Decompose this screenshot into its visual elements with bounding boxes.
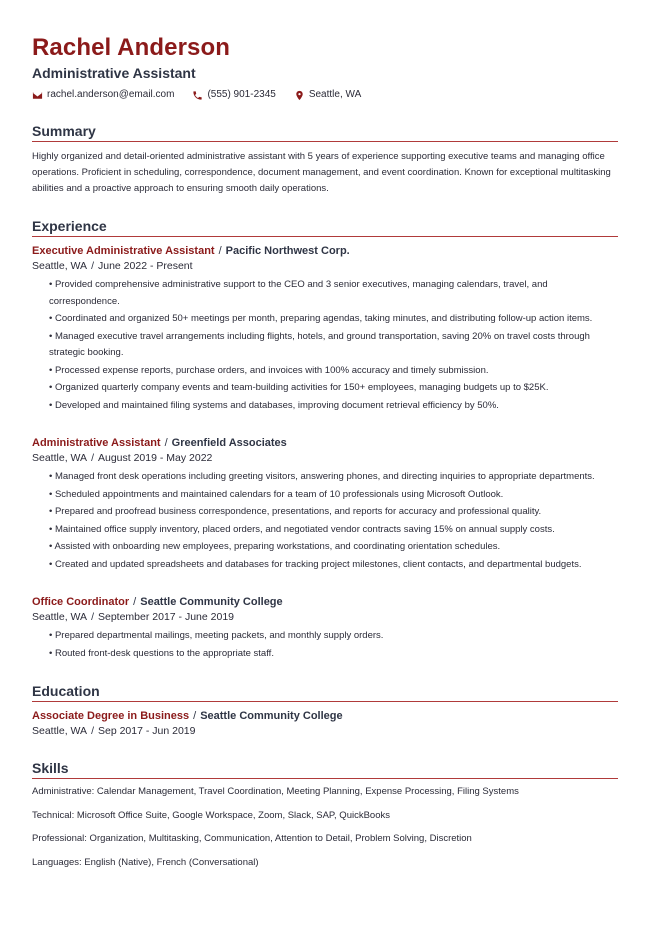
separator: / xyxy=(91,611,94,623)
job-bullet: • Managed executive travel arrangements including flights, hotels, and ground transportation, saving 20% on travel costs through strategic booking. xyxy=(49,329,618,362)
job-location: Seattle, WA xyxy=(32,260,88,272)
job-bullet: • Managed front desk operations including greeting visitors, answering phones, and directing inquiries to appropriate departments. xyxy=(49,469,618,486)
job-meta xyxy=(32,259,618,274)
job-location: Seattle, WA xyxy=(32,611,88,623)
experience-section xyxy=(32,217,618,662)
job-head xyxy=(32,244,618,259)
job-title: Executive Administrative Assistant xyxy=(32,245,215,257)
job-bullet: • Prepared departmental mailings, meeting packets, and monthly supply orders. xyxy=(49,628,618,645)
education-dates: Sep 2017 - Jun 2019 xyxy=(97,725,196,737)
job-title: Office Coordinator xyxy=(32,596,130,608)
job-dates: June 2022 - Present xyxy=(97,260,193,272)
job-bullet: • Assisted with onboarding new employees, preparing workstations, and coordinating orientation schedules. xyxy=(49,539,618,556)
job-title: Administrative Assistant xyxy=(32,437,161,449)
job-meta xyxy=(32,451,618,466)
job-meta xyxy=(32,610,618,625)
resume-header xyxy=(32,34,618,102)
location-text: Seattle, WA xyxy=(308,89,362,100)
education-entry xyxy=(32,709,618,739)
job-bullet: • Provided comprehensive administrative support to the CEO and 3 senior executives, managing calendars, travel, and correspondence. xyxy=(49,277,618,310)
job-bullet: • Scheduled appointments and maintained calendars for a team of 10 professionals using Microsoft Outlook. xyxy=(49,487,618,504)
separator: / xyxy=(91,452,94,464)
map-pin-icon xyxy=(294,90,305,101)
skills-list xyxy=(32,785,618,870)
skills-line: Technical: Microsoft Office Suite, Google Workspace, Zoom, Slack, SAP, QuickBooks xyxy=(32,809,390,821)
job-head xyxy=(32,595,618,610)
job-location: Seattle, WA xyxy=(32,452,88,464)
separator: / xyxy=(218,245,222,257)
skills-line: Administrative: Calendar Management, Travel Coordination, Meeting Planning, Expense Processing, Filing Systems xyxy=(32,786,519,797)
job-bullet: • Prepared and proofread business correspondence, presentations, and reports for accuracy and professional quality. xyxy=(49,504,618,521)
job-entry xyxy=(32,244,618,414)
phone-icon xyxy=(192,90,203,101)
separator: / xyxy=(133,596,137,608)
summary-text: Highly organized and detail-oriented administrative assistant with 5 years of experience supporting executive teams and managing office operations. Proficient in scheduling, correspondence, document management, and event coordination. Known for exceptional multitasking abilities and a proactive approach to ensuring smooth daily operations. xyxy=(32,151,611,194)
candidate-name: Rachel Anderson xyxy=(32,34,230,61)
job-bullet: • Created and updated spreadsheets and databases for tracking project milestones, client contacts, and departmental budgets. xyxy=(49,557,618,574)
job-bullets xyxy=(32,469,618,573)
contact-location xyxy=(294,88,361,102)
job-company: Greenfield Associates xyxy=(171,437,287,449)
job-dates: September 2017 - June 2019 xyxy=(97,611,234,623)
school-name: Seattle Community College xyxy=(200,710,343,722)
education-section xyxy=(32,682,618,739)
job-bullet: • Maintained office supply inventory, placed orders, and negotiated vendor contracts saving 15% on annual supply costs. xyxy=(49,522,618,539)
job-bullets xyxy=(32,277,618,414)
separator: / xyxy=(193,710,197,722)
job-company: Pacific Northwest Corp. xyxy=(225,245,350,257)
experience-heading: Experience xyxy=(32,217,618,237)
job-bullet: • Coordinated and organized 50+ meetings per month, preparing agendas, taking minutes, and distributing follow-up action items. xyxy=(49,311,618,328)
summary-heading: Summary xyxy=(32,122,618,142)
job-company: Seattle Community College xyxy=(140,596,283,608)
phone-text: (555) 901-2345 xyxy=(207,89,276,100)
contact-row xyxy=(32,88,618,102)
job-entry xyxy=(32,595,618,662)
job-head xyxy=(32,436,618,451)
degree-name: Associate Degree in Business xyxy=(32,710,190,722)
job-bullets xyxy=(32,628,618,662)
separator: / xyxy=(164,437,168,449)
candidate-title: Administrative Assistant xyxy=(32,65,196,81)
skills-line: Professional: Organization, Multitasking, Communication, Attention to Detail, Problem Solving, Discretion xyxy=(32,833,472,844)
skills-section xyxy=(32,759,618,870)
envelope-icon xyxy=(32,90,43,101)
skills-line: Languages: English (Native), French (Conversational) xyxy=(32,856,259,868)
contact-phone[interactable] xyxy=(192,88,275,102)
education-meta xyxy=(32,724,618,739)
job-bullet: • Organized quarterly company events and team-building activities for 150+ employees, managing budgets up to $25K. xyxy=(49,380,618,397)
separator: / xyxy=(91,260,94,272)
job-list xyxy=(32,244,618,662)
education-heading: Education xyxy=(32,682,618,702)
contact-email[interactable] xyxy=(32,88,174,102)
job-bullet: • Processed expense reports, purchase orders, and invoices with 100% accuracy and timely submission. xyxy=(49,363,618,380)
job-entry xyxy=(32,436,618,573)
education-head xyxy=(32,709,618,724)
education-location: Seattle, WA xyxy=(32,725,88,737)
skills-heading: Skills xyxy=(32,759,618,779)
job-bullet: • Developed and maintained filing systems and databases, improving document retrieval efficiency by 50%. xyxy=(49,398,618,415)
job-dates: August 2019 - May 2022 xyxy=(97,452,213,464)
summary-section xyxy=(32,122,618,197)
separator: / xyxy=(91,725,94,737)
email-text: rachel.anderson@email.com xyxy=(47,89,175,100)
job-bullet: • Routed front-desk questions to the appropriate staff. xyxy=(49,646,618,663)
